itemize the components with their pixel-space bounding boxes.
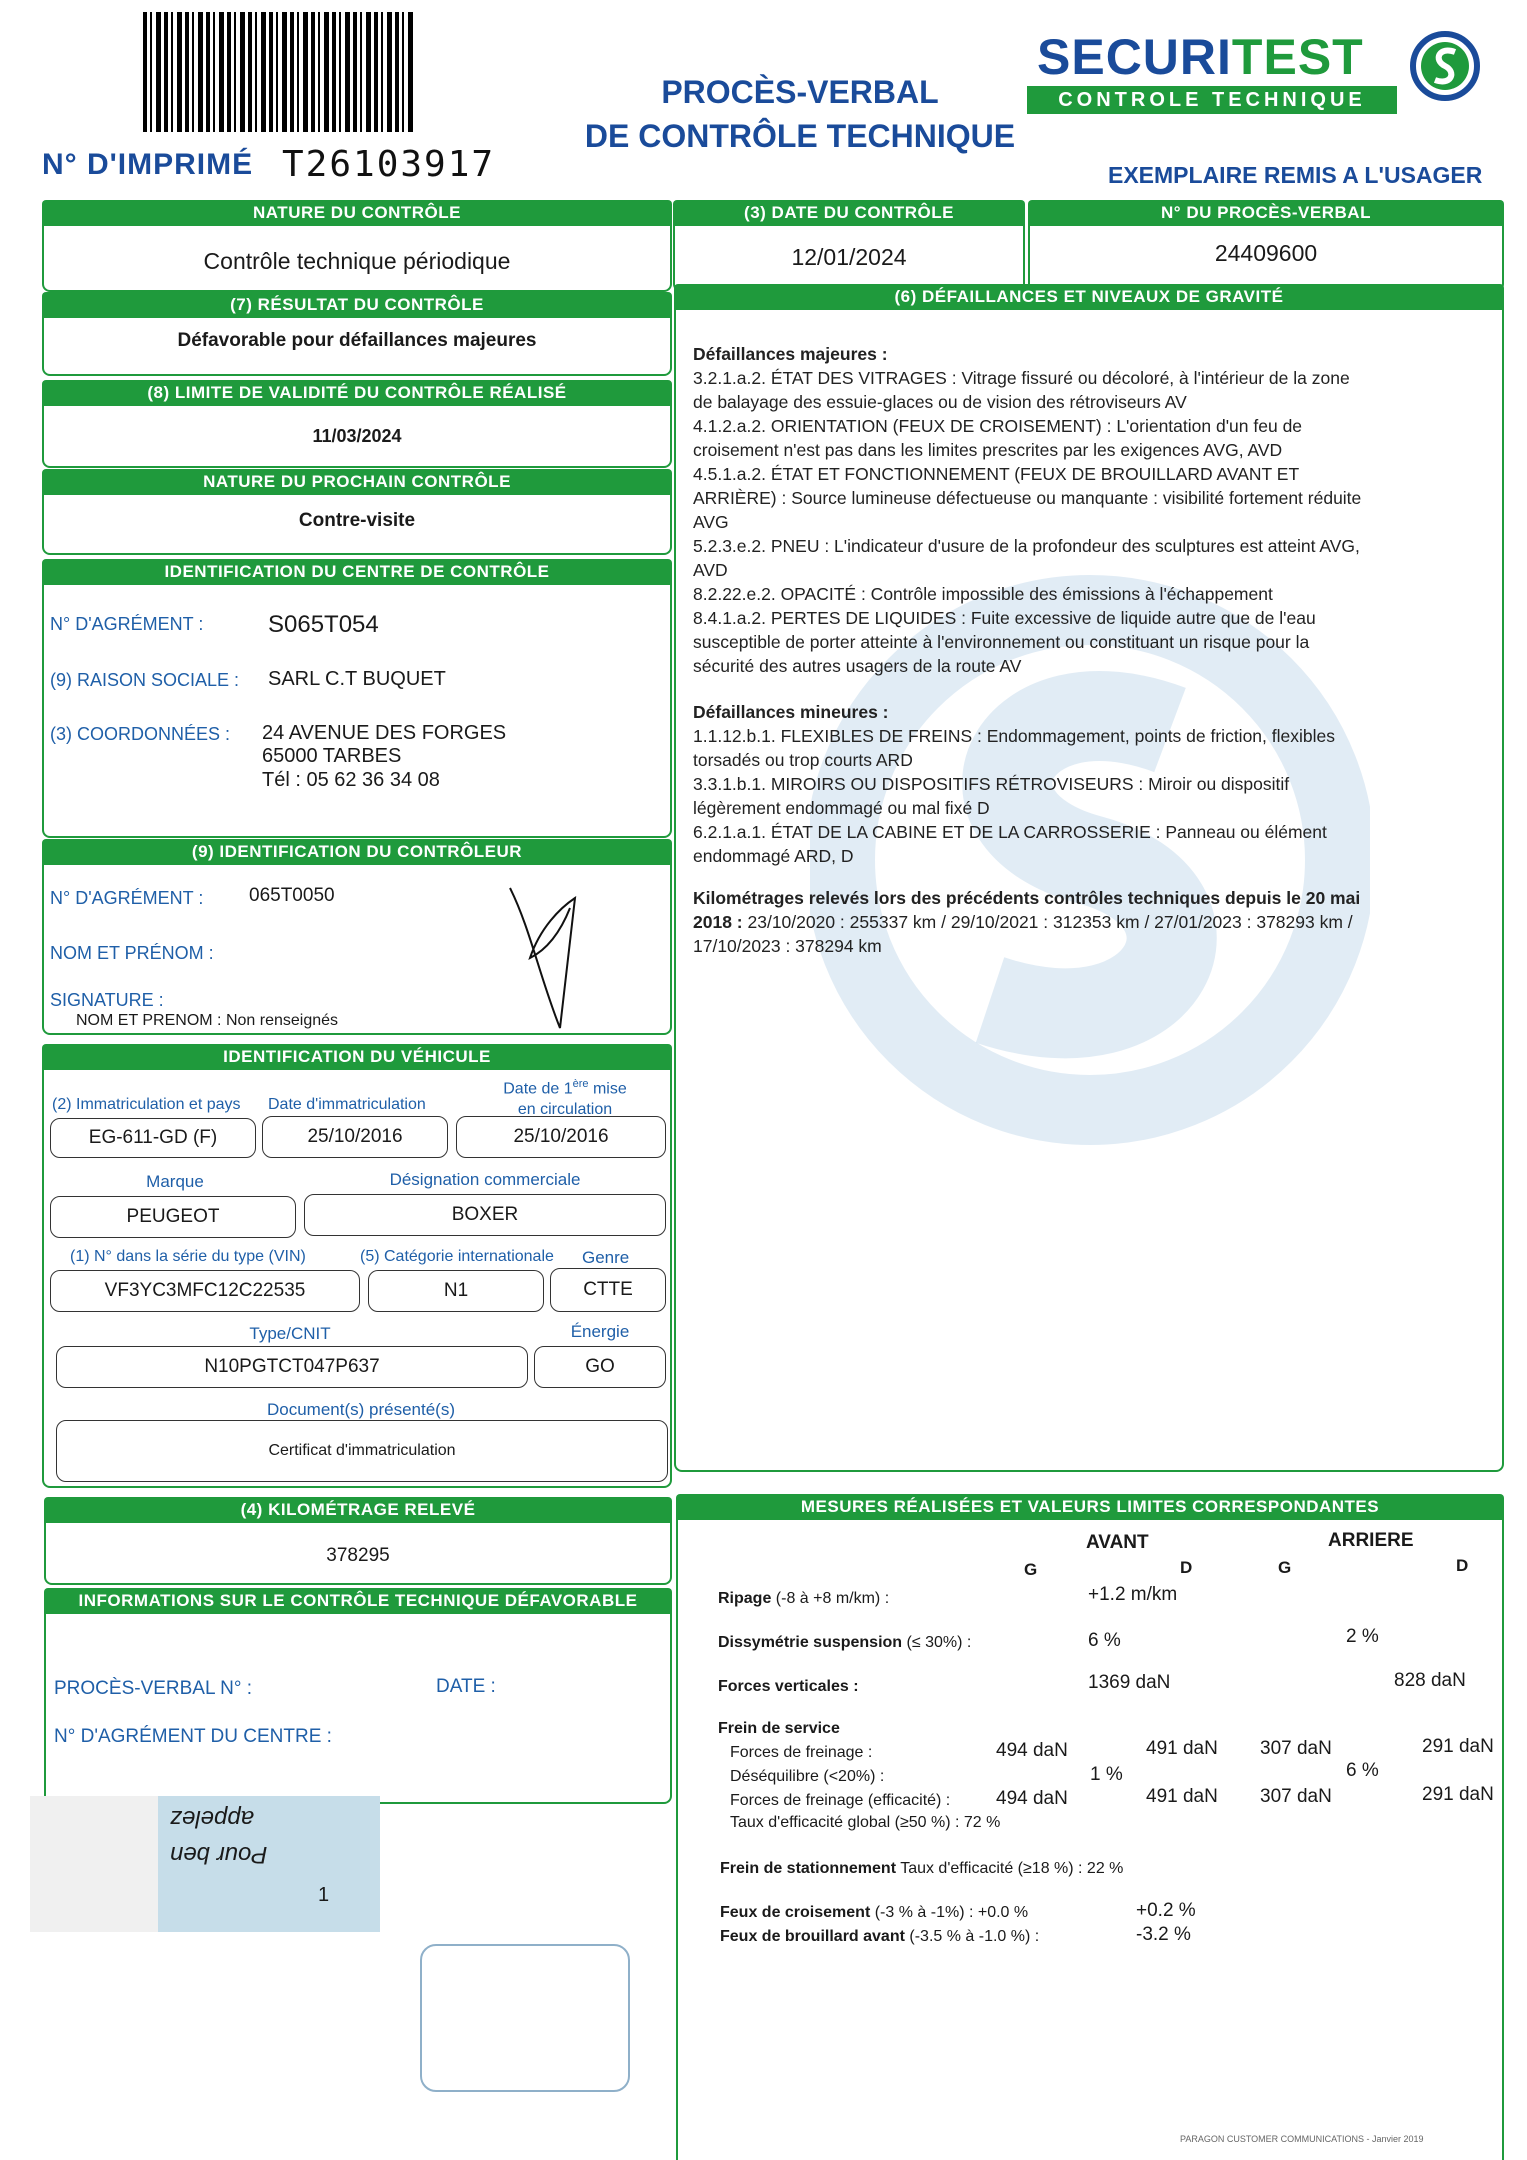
majeure-text: Fuite excessive de liquide autre que de l'eau: [966, 608, 1316, 628]
defavorable-pv-label: PROCÈS-VERBAL N° :: [54, 1678, 252, 1699]
empty-window-frame: [420, 1944, 630, 2092]
limite-header: (8) LIMITE DE VALIDITÉ DU CONTRÔLE RÉALISÉ: [42, 380, 672, 406]
majeure-text: AVG: [693, 512, 729, 532]
mesures-header: MESURES RÉALISÉES ET VALEURS LIMITES CORRESPONDANTES: [676, 1494, 1504, 1520]
vin-field: VF3YC3MFC12C22535: [50, 1270, 360, 1312]
majeure-code: 3.2.1.a.2. ÉTAT DES VITRAGES :: [693, 368, 957, 388]
majeure-line: [693, 462, 1483, 486]
desequilibre-label: Déséquilibre (<20%) :: [730, 1768, 885, 1785]
type-label: Type/CNIT: [249, 1324, 331, 1343]
mineure-line: [693, 820, 1483, 844]
majeure-text: susceptible de porter atteinte à l'environnement ou constituant un risque pour la: [693, 632, 1310, 652]
type-field: N10PGTCT047P637: [56, 1346, 528, 1388]
signature-scribble: [500, 868, 590, 1038]
stationnement-rest: Taux d'efficacité (≥18 %) : 22 %: [896, 1860, 1124, 1877]
categorie-label: (5) Catégorie internationale: [360, 1248, 554, 1265]
date-mise-field: 25/10/2016: [456, 1116, 666, 1158]
date-mise-label-c: en circulation: [517, 1101, 613, 1119]
mineure-line: [693, 724, 1483, 748]
croisement-label: Feux de croisement: [720, 1904, 871, 1921]
marque-field: PEUGEOT: [50, 1196, 296, 1238]
frein-service-label: Frein de service: [718, 1720, 840, 1737]
majeure-line: [693, 534, 1483, 558]
majeure-code: ARRIÈRE) :: [693, 488, 787, 508]
mes-ar-d: D: [1456, 1556, 1469, 1575]
defavorable-date-label: DATE :: [436, 1676, 496, 1697]
ff-av-g: 494 daN: [996, 1740, 1068, 1761]
page-title: [580, 70, 1020, 158]
securitest-emblem-icon: [1409, 30, 1481, 102]
fe-ar-d: 291 daN: [1422, 1784, 1494, 1805]
imprime-number: T26103917: [282, 144, 496, 185]
forces-vert-label: Forces verticales :: [718, 1678, 859, 1695]
majeures-title: Défaillances majeures :: [693, 344, 888, 364]
nature-header: NATURE DU CONTRÔLE: [42, 200, 672, 226]
ripage-limit: (-8 à +8 m/km) :: [771, 1590, 890, 1607]
mineures-title: Défaillances mineures :: [693, 702, 889, 722]
stationnement-label: Frein de stationnement: [720, 1860, 897, 1877]
mineure-text: endommagé ARD, D: [693, 846, 854, 866]
mineure-text: Panneau ou élément: [1160, 822, 1327, 842]
majeure-text: L'orientation d'un feu de: [1111, 416, 1303, 436]
ff-av-d: 491 daN: [1146, 1738, 1218, 1759]
forces-vert-av: 1369 daN: [1088, 1672, 1171, 1693]
date-immat-field: 25/10/2016: [262, 1116, 448, 1158]
brand-sub: CONTROLE TECHNIQUE: [1027, 86, 1397, 114]
pv-number-value: 24409600: [1214, 240, 1318, 266]
majeure-line: [693, 630, 1483, 654]
vehicule-header: IDENTIFICATION DU VÉHICULE: [42, 1044, 672, 1070]
exemplaire-label: EXEMPLAIRE REMIS A L'USAGER: [1108, 162, 1483, 188]
energie-label: Énergie: [570, 1322, 630, 1341]
brand-main: SECURI: [1037, 29, 1232, 85]
controleur-agrement-value: 065T0050: [249, 885, 335, 906]
centre-agrement-value: S065T054: [268, 611, 379, 638]
majeure-code: 8.4.1.a.2. PERTES DE LIQUIDES :: [693, 608, 966, 628]
nature-value: Contrôle technique périodique: [203, 248, 511, 274]
date-header: (3) DATE DU CONTRÔLE: [673, 200, 1025, 226]
forces-vert-ar: 828 daN: [1394, 1670, 1466, 1691]
centre-header: IDENTIFICATION DU CENTRE DE CONTRÔLE: [42, 559, 672, 585]
majeure-code: 4.5.1.a.2. ÉTAT ET FONCTIONNEMENT (FEUX DE BROUILLARD AVANT ET: [693, 464, 1300, 484]
majeure-text: de balayage des essuie-glaces ou de vision des rétroviseurs AV: [693, 392, 1187, 412]
footer-credit: PARAGON CUSTOMER COMMUNICATIONS - Janvier 2019: [1180, 2134, 1424, 2144]
designation-field: BOXER: [304, 1194, 666, 1236]
mineure-line: [693, 748, 1483, 772]
centre-raison-value: SARL C.T BUQUET: [268, 668, 446, 690]
controleur-signature-label: SIGNATURE :: [50, 990, 164, 1010]
sticker-mark: 1: [318, 1884, 330, 1906]
defaillances-majeures: [693, 342, 1483, 678]
defaillances-header: (6) DÉFAILLANCES ET NIVEAUX DE GRAVITÉ: [674, 284, 1504, 310]
centre-coord-line2: 65000 TARBES: [262, 745, 402, 767]
taux-global: Taux d'efficacité global (≥50 %) : 72 %: [730, 1814, 1001, 1831]
brouillard-limit: (-3.5 % à -1.0 %) :: [904, 1928, 1040, 1945]
ff-ar-d: 291 daN: [1422, 1736, 1494, 1757]
majeure-text: Contrôle impossible des émissions à l'échappement: [865, 584, 1273, 604]
majeure-line: [693, 414, 1483, 438]
mineure-code: 6.2.1.a.1. ÉTAT DE LA CABINE ET DE LA CARROSSERIE :: [693, 822, 1161, 842]
majeures-list: [693, 366, 1483, 678]
vin-label: (1) N° dans la série du type (VIN): [70, 1248, 306, 1265]
date-mise-sup: ère: [572, 1078, 589, 1090]
mineure-line: [693, 796, 1483, 820]
mineures-list: [693, 724, 1483, 868]
croisement-d: +0.2 %: [1136, 1900, 1196, 1921]
categorie-field: N1: [368, 1270, 544, 1312]
km-history: [693, 886, 1483, 958]
croisement-limit: (-3 % à -1%) : +0.0 %: [870, 1904, 1029, 1921]
pv-number-header: N° DU PROCÈS-VERBAL: [1028, 200, 1504, 226]
prochain-header: NATURE DU PROCHAIN CONTRÔLE: [42, 469, 672, 495]
mineure-text: torsadés ou trop courts ARD: [693, 750, 913, 770]
barcode: [143, 12, 413, 132]
brouillard-row: [720, 1928, 1039, 1946]
resultat-value: Défavorable pour défaillances majeures: [177, 330, 537, 351]
majeure-line: [693, 558, 1483, 582]
deseq-ar: 6 %: [1346, 1760, 1379, 1781]
date-mise-label: [470, 1074, 660, 1120]
controleur-nom-label: NOM ET PRÉNOM :: [50, 943, 214, 963]
km-value: 378295: [326, 1545, 390, 1566]
sticker-line1: appelez: [170, 1805, 255, 1832]
marque-label: Marque: [146, 1172, 204, 1191]
centre-coord-label: (3) COORDONNÉES :: [50, 724, 231, 744]
majeure-line: [693, 606, 1483, 630]
mineure-code: 3.3.1.b.1. MIROIRS OU DISPOSITIFS RÉTROVISEURS :: [693, 774, 1144, 794]
genre-label: Genre: [582, 1248, 630, 1267]
km-history-line2-bold: 2018 :: [693, 912, 743, 932]
date-mise-label-b: mise: [588, 1080, 627, 1098]
majeure-line: [693, 390, 1483, 414]
forces-freinage-label: Forces de freinage :: [730, 1744, 873, 1761]
centre-coord-line3: Tél : 05 62 36 34 08: [262, 769, 440, 791]
imprime-label: [42, 148, 253, 182]
mineure-code: 1.1.12.b.1. FLEXIBLES DE FREINS :: [693, 726, 982, 746]
brouillard-d: -3.2 %: [1136, 1924, 1191, 1945]
brand-second: TEST: [1231, 29, 1364, 85]
documents-field: Certificat d'immatriculation: [56, 1420, 668, 1482]
immat-field: EG-611-GD (F): [50, 1118, 256, 1158]
majeure-text: L'indicateur d'usure de la profondeur des sculptures est atteint AVG,: [829, 536, 1360, 556]
majeure-line: [693, 654, 1483, 678]
dissym-label: Dissymétrie suspension: [718, 1634, 903, 1651]
energie-field: GO: [534, 1346, 666, 1388]
km-history-line1: Kilométrages relevés lors des précédents contrôles techniques depuis le 20 mai: [693, 888, 1361, 908]
ff-ar-g: 307 daN: [1260, 1738, 1332, 1759]
deseq-av: 1 %: [1090, 1764, 1123, 1785]
majeure-text: sécurité des autres usagers de la route AV: [693, 656, 1022, 676]
dissym-limit: (≤ 30%) :: [902, 1634, 972, 1651]
croisement-row: [720, 1904, 1028, 1922]
controleur-header: (9) IDENTIFICATION DU CONTRÔLEUR: [42, 839, 672, 865]
resultat-header: (7) RÉSULTAT DU CONTRÔLE: [42, 292, 672, 318]
mes-arriere: ARRIERE: [1328, 1530, 1414, 1551]
defavorable-box: [44, 1614, 672, 1804]
majeure-code: 4.1.2.a.2. ORIENTATION (FEUX DE CROISEMENT) :: [693, 416, 1112, 436]
designation-label: Désignation commerciale: [389, 1170, 581, 1189]
mes-avant: AVANT: [1086, 1532, 1149, 1553]
defaillances-mineures: [693, 700, 1483, 868]
km-history-line2: 23/10/2020 : 255337 km / 29/10/2021 : 312353 km / 27/01/2023 : 378293 km /: [742, 912, 1353, 932]
controleur-agrement-label: N° D'AGRÉMENT :: [50, 888, 204, 908]
defavorable-agrement-label: N° D'AGRÉMENT DU CENTRE :: [54, 1726, 332, 1747]
securitest-logo: [1027, 28, 1497, 118]
mineure-text: légèrement endommagé ou mal fixé D: [693, 798, 990, 818]
mes-ar-g: G: [1278, 1558, 1292, 1577]
majeure-code: 5.2.3.e.2. PNEU :: [693, 536, 830, 556]
dissym-av: 6 %: [1088, 1630, 1121, 1651]
controleur-nom-note: NOM ET PRENOM : Non renseignés: [76, 1012, 339, 1029]
dissym-ar: 2 %: [1346, 1626, 1379, 1647]
page-title-line1: PROCÈS-VERBAL: [661, 74, 939, 110]
majeure-code: 8.2.22.e.2. OPACITÉ :: [693, 584, 866, 604]
majeure-line: [693, 366, 1483, 390]
page-title-line2: DE CONTRÔLE TECHNIQUE: [584, 118, 1016, 154]
km-header: (4) KILOMÉTRAGE RELEVÉ: [44, 1497, 672, 1523]
majeure-text: croisement n'est pas dans les limites prescrites par les exigences AVG, AVD: [693, 440, 1283, 460]
defavorable-header: INFORMATIONS SUR LE CONTRÔLE TECHNIQUE DÉFAVORABLE: [44, 1588, 672, 1614]
mes-av-d: D: [1180, 1558, 1193, 1577]
immat-label: (2) Immatriculation et pays: [52, 1096, 241, 1113]
centre-agrement-label: N° D'AGRÉMENT :: [50, 614, 204, 634]
ripage-row: [718, 1590, 889, 1608]
fe-av-d: 491 daN: [1146, 1786, 1218, 1807]
majeure-line: [693, 582, 1483, 606]
mineure-line: [693, 844, 1483, 868]
centre-coord-line1: 24 AVENUE DES FORGES: [262, 722, 507, 744]
mineure-text: Endommagement, points de friction, flexibles: [981, 726, 1335, 746]
majeure-line: [693, 438, 1483, 462]
fe-av-g: 494 daN: [996, 1788, 1068, 1809]
genre-field: CTTE: [550, 1268, 666, 1312]
imprime-label-text: N° D'IMPRIMÉ: [42, 148, 254, 181]
dissym-row: [718, 1634, 971, 1652]
majeure-line: [693, 486, 1483, 510]
forces-efficacite-label: Forces de freinage (efficacité) :: [730, 1792, 951, 1809]
brouillard-label: Feux de brouillard avant: [720, 1928, 905, 1945]
majeure-text: Source lumineuse défectueuse ou manquante : visibilité fortement réduite: [786, 488, 1362, 508]
majeure-text: AVD: [693, 560, 728, 580]
km-history-line3: 17/10/2023 : 378294 km: [693, 936, 882, 956]
majeure-line: [693, 510, 1483, 534]
date-mise-label-a: Date de 1: [503, 1080, 573, 1098]
date-value: 12/01/2024: [791, 244, 907, 270]
fe-ar-g: 307 daN: [1260, 1786, 1332, 1807]
prochain-value: Contre-visite: [298, 510, 416, 531]
date-immat-label: Date d'immatriculation: [268, 1096, 426, 1113]
documents-label: Document(s) présenté(s): [266, 1400, 455, 1419]
mesures-box: [676, 1520, 1504, 2160]
mineure-line: [693, 772, 1483, 796]
majeure-text: Vitrage fissuré ou décoloré, à l'intérieur de la zone: [956, 368, 1350, 388]
stationnement-row: [720, 1860, 1123, 1878]
limite-value: 11/03/2024: [312, 426, 402, 446]
mes-av-g: G: [1024, 1560, 1038, 1579]
sticker-line2: Pour ben: [170, 1841, 268, 1868]
ripage-label: Ripage: [718, 1590, 772, 1607]
centre-raison-label: (9) RAISON SOCIALE :: [50, 670, 240, 690]
mineure-text: Miroir ou dispositif: [1143, 774, 1290, 794]
ripage-value: +1.2 m/km: [1088, 1584, 1178, 1605]
sticker: [30, 1796, 380, 1932]
